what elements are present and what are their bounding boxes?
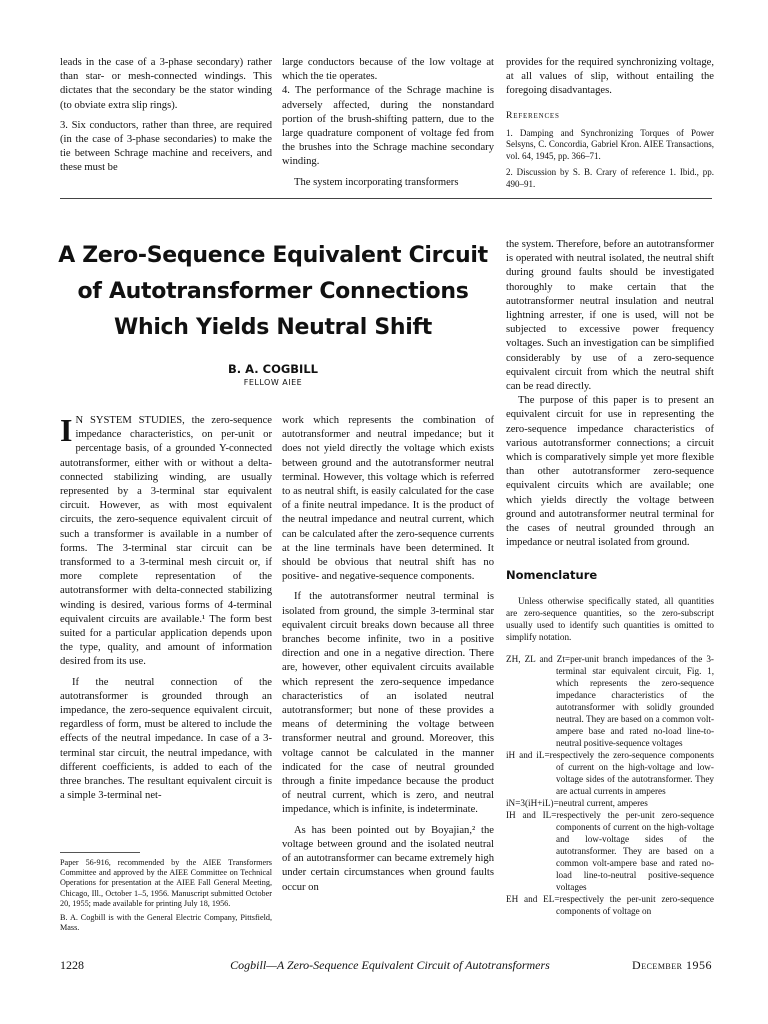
top-column-1 [60,56,272,176]
paragraph: provides for the required synchronizing voltage, at all values of slip, without entailing the foregoing disadvantages. [506,57,714,97]
reference-item: 1. Damping and Synchronizing Torques of Power Selsyns, C. Concordia, Gabriel Kron. AIEE Transactions, vol. 64, 1945, pp. 366–71. [506,127,714,161]
paragraph: I N SYSTEM STUDIES, the zero-sequence impedance characteristics, on per-unit or percentage basis, of a grounded Y-connected autotransformer, either with or without a delta-connected stabilizing winding, are usually represented by a 3-terminal star equivalent circuit. However, as with most equivalent circuits, the zero-sequence equivalent circuit of such a transformer is available in a number of forms. The 3-terminal star circuit can be transformed to a 3-terminal mesh circuit or, if more complete representation of the autotransformer with delta-connected stabilizing winding is desired, various forms of 4-terminal equivalent circuits are available.¹ The form best suited for a particular application depends upon the type, quality, and amount of information desired from its use. [60,412,272,668]
definition-item: ZH, ZL and Zt=per-unit branch impedances of the 3-terminal star equivalent circuit, Fig. 1, which represents the zero-sequence impedance characteristics of the autotransformer with solidly grounded neutral. They are based on a common volt-ampere base and rated no-load line-to-neutral positive-sequence voltages [506,653,714,748]
paragraph: work which represents the combination of autotransformer and neutral impedance; but it does not yield directly the voltage which exists between ground and the autotransformer neutral terminal. However, this voltage which is referred to as neutral shift, is easily calculated for the case of a finite neutral impedance. It is the product of the neutral impedance and neutral current, which can be calculated after the zero-sequence currents at the line terminals have been determined. It should be obvious that neutral shift has no positive- and negative-sequence components. [282,415,494,583]
nomenclature-heading: Nomenclature [506,568,598,583]
nomenclature-intro: Unless otherwise specifically stated, all quantities are zero-sequence quantities, so the zero-subscript usually used to identify such quantities is omitted to simplify notation. [506,595,714,642]
paragraph: If the autotransformer neutral terminal is isolated from ground, the simple 3-terminal star equivalent circuit breaks down because all three branches become infinite, two in a positive direction and one in a negative direction. There are, however, other equivalent circuits available which represent the zero-sequence impedance characteristics of an isolated neutral autotransformer; but none of these provides a means of determining the voltage between transformer neutral and ground. Moreover, this voltage cannot be calculated in the manner indicated for the case of neutral grounded through a finite impedance because the product of neutral current, which is zero, and neutral impedance, which is infinite, is indeterminate. [282,591,494,816]
references-heading: References [506,109,560,121]
reference-item: 2. Discussion by S. B. Crary of reference 1. Ibid., pp. 490–91. [506,167,714,189]
definition-item: EH and EL=respectively the per-unit zero-sequence components of voltage on [506,893,714,916]
definitions-list [506,653,714,917]
section-divider [60,198,712,199]
author-affiliation: FELLOW AIEE [243,378,303,387]
drop-cap: I [60,412,73,448]
issue-date: December 1956 [632,958,712,972]
top-column-3 [506,56,714,195]
footnote-divider [60,852,140,853]
paragraph: The purpose of this paper is to present an equivalent circuit for use in representing the zero-sequence impedance characteristics of various autotransformer connections; a circuit which is comparatively simple yet more flexible than other autotransformer zero-sequence equivalent circuits which are available; one which yields directly the voltage between ground and autotransformer neutral terminal for the cases of neutral grounded through an impedance or neutral isolated from ground. [506,395,714,549]
author-name: B. A. COGBILL [228,362,318,376]
running-title: Cogbill—A Zero-Sequence Equivalent Circuit of Autotransformers [230,958,550,972]
paragraph: 4. The performance of the Schrage machine is adversely affected, during the nonstandard portion of the brush-shifting pattern, due to the large quadrature component of voltage fed from the brushes into the Schrage machine secondary winding. [282,85,494,168]
paragraph: As has been pointed out by Boyajian,² the voltage between ground and the isolated neutral of an autotransformer can became extremely high under certain circumstances when ground faults occur on [282,824,494,893]
references-list [506,128,714,191]
article-column-1 [60,414,272,803]
nomenclature-section [506,595,714,917]
definition-item: iN=3(iH+iL)=neutral current, amperes [506,797,648,808]
paragraph: the system. Therefore, before an autotransformer is operated with neutral isolated, the neutral shift during ground faults should be investigated thoroughly to make certain that the autotransformer neutral insulation and neutral lightning arrester, if one is used, will not be subjected to excessive power frequency voltages. Such an investigation can be simplified considerably by use of a zero-sequence equivalent circuit from which the neutral shift can be read directly. [506,239,714,393]
footnote-author-info: B. A. Cogbill is with the General Electric Company, Pittsfield, Mass. [60,913,272,933]
definition-item: IH and IL=respectively the per-unit zero-sequence components of current on the high-voltage and low-voltage sides of the autotransformer. They are based on a common volt-ampere base and rated no-load line-to-neutral positive-sequence voltages [506,809,714,892]
footnote-block [60,858,272,937]
footnote-paper-info: Paper 56-916, recommended by the AIEE Transformers Committee and approved by the AIEE Committee on Technical Operations for presentation at the AIEE Fall General Meeting, Chicago, Ill., October 1–5, 1956. Manuscript submitted October 20, 1955; made available for printing July 18, 1956. [60,858,272,908]
paragraph: 3. Six conductors, rather than three, are required (in the case of 3-phase secondaries) to make the tie between Schrage machine and receivers, and these must be [60,119,272,174]
page-number: 1228 [60,958,84,972]
paragraph: If the neutral connection of the autotransformer is grounded through an impedance, the zero-sequence equivalent circuit, regardless of form, must be altered to include the effects of the neutral impedance. In case of a 3-terminal star circuit, the neutral impedance, with different coefficients, is added to each of the three branches. The resultant equivalent circuit is a simple 3-terminal net- [60,676,272,802]
paragraph: large conductors because of the low voltage at which the tie operates. [282,57,494,83]
article-title: A Zero-Sequence Equivalent Circuit of Autotransformer Connections Which Yields Neutral Shift [58,243,488,340]
paragraph: leads in the case of a 3-phase secondary) rather than star- or mesh-connected windings. This dictates that the secondary be the stator winding (to obviate extra slip rings). [60,57,272,111]
top-column-2 [282,56,494,190]
article-column-2 [282,414,494,895]
definition-item: iH and iL=respectively the zero-sequence components of current on the high-voltage and low-voltage sides of the autotransformer. They are actual currents in amperes [506,749,714,796]
article-column-3 [506,238,714,917]
paragraph: The system incorporating transformers [294,176,459,188]
